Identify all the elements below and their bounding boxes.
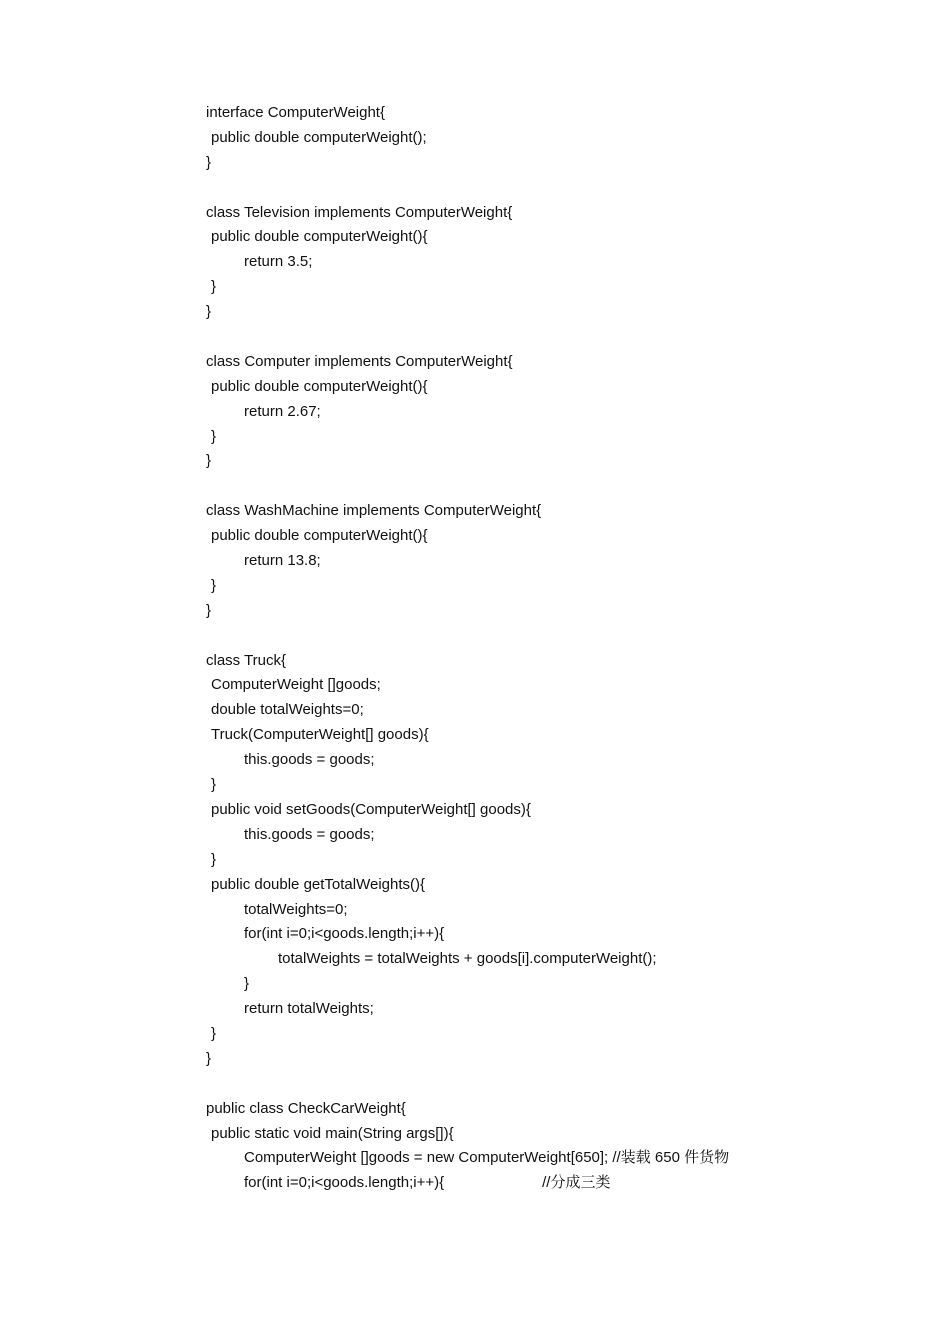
code-line: public double computerWeight(){ xyxy=(211,377,428,395)
code-line: } xyxy=(206,153,212,171)
code-line: } xyxy=(211,776,217,794)
blank-line xyxy=(206,325,729,350)
code-text: for(int i=0;i<goods.length;i++){ xyxy=(244,1174,445,1192)
code-line: } xyxy=(206,1049,212,1067)
code-line: ComputerWeight []goods = new ComputerWeight[650]; //装载 650 件货物 xyxy=(244,1149,730,1167)
code-line: ComputerWeight []goods; xyxy=(211,676,381,694)
code-listing xyxy=(206,101,729,1196)
code-line: public double computerWeight(); xyxy=(211,128,427,146)
code-line: public double computerWeight(){ xyxy=(211,527,428,545)
code-line: Truck(ComputerWeight[] goods){ xyxy=(211,726,429,744)
code-line: } xyxy=(244,975,250,993)
code-line: } xyxy=(211,850,217,868)
blank-line xyxy=(206,624,729,649)
code-line: this.goods = goods; xyxy=(244,751,375,769)
code-line: totalWeights = totalWeights + goods[i].computerWeight(); xyxy=(278,950,657,968)
code-comment: //分成三类 xyxy=(542,1174,611,1192)
code-line: interface ComputerWeight{ xyxy=(206,104,385,121)
code-line: } xyxy=(206,303,212,321)
code-line: return 13.8; xyxy=(244,552,321,570)
code-line: } xyxy=(206,601,212,619)
blank-line xyxy=(206,176,729,201)
code-line: for(int i=0;i<goods.length;i++){ xyxy=(244,925,445,943)
code-line: } xyxy=(206,452,212,470)
code-line: class Truck{ xyxy=(206,651,287,669)
code-line: public void setGoods(ComputerWeight[] goods){ xyxy=(211,800,531,818)
code-line: } xyxy=(211,576,217,594)
code-line: double totalWeights=0; xyxy=(211,701,364,719)
code-line: } xyxy=(211,278,217,296)
code-line: totalWeights=0; xyxy=(244,900,348,918)
code-line: } xyxy=(211,427,217,445)
code-line: return 3.5; xyxy=(244,253,313,271)
code-line: public class CheckCarWeight{ xyxy=(206,1099,406,1117)
code-line-with-comment xyxy=(206,1171,729,1196)
code-line: } xyxy=(211,1024,217,1042)
code-line: class WashMachine implements ComputerWeight{ xyxy=(206,502,542,520)
code-line: class Computer implements ComputerWeight{ xyxy=(206,352,513,370)
blank-line xyxy=(206,474,729,499)
code-line: return 2.67; xyxy=(244,402,321,420)
code-line: public static void main(String args[]){ xyxy=(211,1124,454,1142)
blank-line xyxy=(206,1072,729,1097)
code-line: public double computerWeight(){ xyxy=(211,228,428,246)
code-line: class Television implements ComputerWeight{ xyxy=(206,203,513,221)
code-line: return totalWeights; xyxy=(244,1000,374,1018)
code-line: this.goods = goods; xyxy=(244,825,375,843)
code-line: public double getTotalWeights(){ xyxy=(211,875,426,893)
